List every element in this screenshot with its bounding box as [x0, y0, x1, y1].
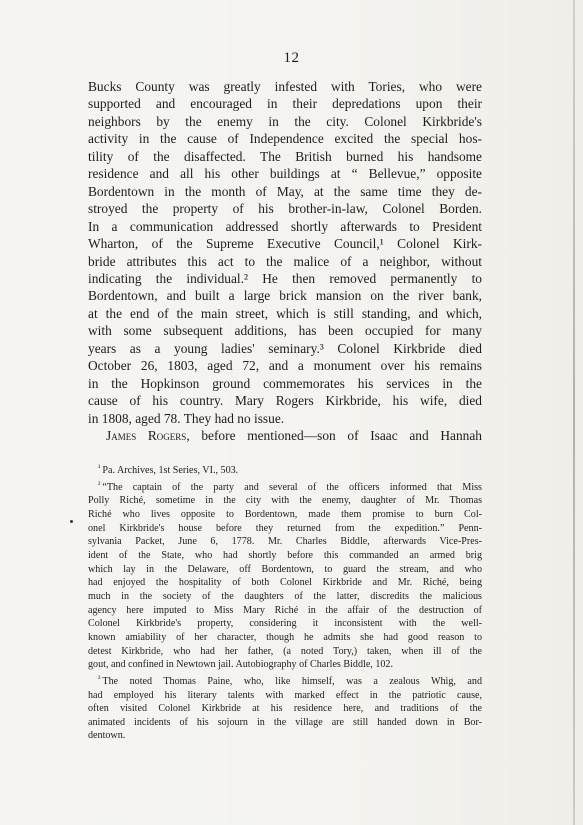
body-line: cause of his country. Mary Rogers Kirkbride, his wife, died [88, 393, 482, 409]
body-line: in the Hopkinson ground commemorates his services in the [88, 375, 482, 391]
footnote-marker: ¹ [98, 463, 101, 472]
body-line: years as a young ladies' seminary.³ Colonel Kirkbride died [88, 340, 482, 356]
footnote-2-line: Polly Riché, sometime in the city with the enemy, daughter of Mr. Thomas [88, 495, 482, 507]
body-line-continuation: before mentioned—son of Isaac and Hannah [189, 428, 482, 444]
body-line: In a communication addressed shortly afterwards to President [88, 218, 482, 234]
body-line: October 26, 1803, aged 72, and a monument over his remains [88, 358, 482, 374]
footnote-1 [88, 461, 482, 478]
body-line: with some subsequent additions, has been occupied for many [88, 323, 482, 339]
body-paragraph [88, 78, 482, 445]
footnote-marker: ² [98, 479, 101, 489]
footnote-text: Pa. Archives, 1st Series, VI., 503. [102, 465, 239, 476]
footnote-2-line: ident of the State, who had shortly before this commanded an armed brig [88, 549, 482, 561]
body-line: Bucks County was greatly infested with Tories, who were [88, 79, 482, 94]
footnote-2-line: sylvania Packet, June 6, 1778. Mr. Charles Biddle, afterwards Vice-Pres- [88, 536, 482, 548]
person-name-small-caps: James Rogers, [106, 428, 190, 444]
footnote-text: The noted Thomas Paine, who, like himself, was a zealous Whig, and [102, 675, 482, 687]
footnote-3-line [88, 672, 482, 689]
body-line: stroyed the property of his brother-in-law, Colonel Borden. [88, 201, 482, 217]
footnote-2-line: onel Kirkbride's house before they returned from the expedition.” Penn- [88, 522, 482, 534]
footnote-marker: ³ [98, 673, 101, 683]
body-line: Wharton, of the Supreme Executive Council,¹ Colonel Kirk- [88, 236, 482, 252]
footnote-3-line: had employed his literary talents with marked effect in the patriotic cause, [88, 689, 482, 701]
body-line: bride attributes this act to the malice of a neighbor, without [88, 253, 482, 269]
footnote-2-line: agency here imputed to Miss Mary Riché in the affair of the destruction of [88, 604, 482, 616]
footnote-2-line: Colonel Kirkbride's property, considering it inconsistent with the well- [88, 618, 482, 630]
margin-mark [70, 520, 73, 523]
footnotes [88, 461, 482, 743]
body-line: Bordentown in the month of May, at the same time they de- [88, 183, 482, 199]
body-line-next-section [88, 427, 482, 444]
footnote-3-line: often visited Colonel Kirkbride at his residence here, and traditions of the [88, 703, 482, 715]
footnote-2-line: gout, and confined in Newtown jail. Autobiography of Charles Biddle, 102. [88, 659, 394, 671]
footnote-3-line: animated incidents of his sojourn in the village are still handed down in Bor- [88, 716, 482, 728]
footnote-2-line [88, 478, 482, 495]
body-line: tility of the disaffected. The British burned his handsome [88, 148, 482, 164]
body-line: in 1808, aged 78. They had no issue. [88, 410, 285, 426]
footnote-2-line: Riché who lives opposite to Bordentown, made them promise to burn Col- [88, 508, 482, 520]
footnote-text: “The captain of the party and several of the officers informed that Miss [102, 481, 482, 493]
body-line: residence and all his other buildings at “ Bellevue,” opposite [88, 166, 482, 182]
page-edge-shadow [573, 0, 575, 825]
body-line: Bordentown, and built a large brick mansion on the river bank, [88, 288, 482, 304]
footnote-2-line: detest Kirkbride, who had her father, (a noted Tory,) taken, when ill of the [88, 645, 482, 657]
page-number: 12 [283, 50, 300, 66]
footnote-2-line: had enjoyed the hospitality of both Colonel Kirkbride and Mr. Riché, being [88, 577, 482, 589]
body-line: supported and encouraged in their depredations upon their [88, 96, 482, 112]
footnote-2-line: much in the society of the daughters of the latter, discredits the malicious [88, 590, 482, 602]
footnote-2-line: known amiability of her character, though he admits she had good reason to [88, 631, 482, 643]
body-line: at the end of the main street, which is still standing, and which, [88, 305, 482, 321]
body-line: activity in the cause of Independence excited the special hos- [88, 131, 482, 147]
footnote-3-line: dentown. [88, 730, 126, 742]
footnote-2-line: which lay in the Delaware, off Bordentown, to guard the stream, and who [88, 563, 482, 575]
body-line: neighbors by the enemy in the city. Colonel Kirkbride's [88, 113, 482, 129]
body-line: indicating the individual.² He then removed permanently to [88, 270, 482, 286]
